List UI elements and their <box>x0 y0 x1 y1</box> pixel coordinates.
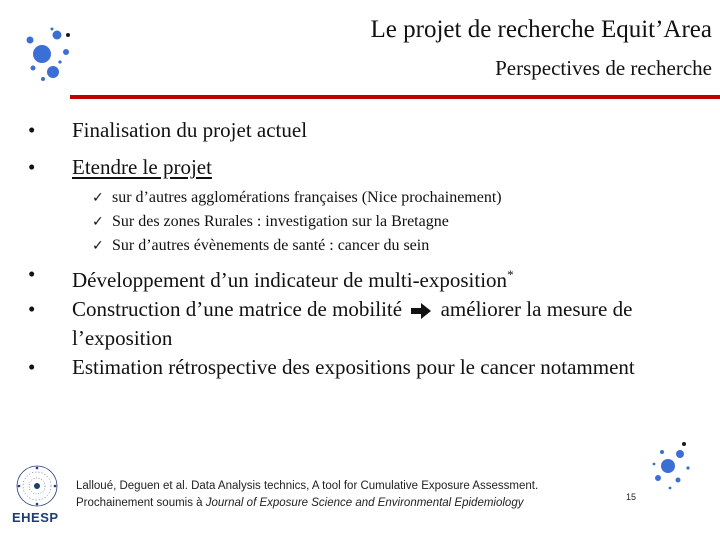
slide-subtitle: Perspectives de recherche <box>495 56 712 80</box>
sub-bullet-item <box>72 210 708 234</box>
decorative-dots-icon <box>20 24 80 88</box>
right-arrow-icon <box>411 303 431 319</box>
check-icon: ✓ <box>92 238 104 254</box>
bullet-text-before: Construction d’une matrice de mobilité <box>72 297 403 321</box>
sub-bullet-item <box>72 186 708 210</box>
reference-line-1: Lalloué, Deguen et al. Data Analysis technics, A tool for Cumulative Exposure Assessment. <box>76 480 539 492</box>
bullet-text: Etendre le projet <box>72 155 212 179</box>
bullet-item <box>28 116 708 145</box>
bullet-item <box>28 295 708 353</box>
reference-prefix: Prochainement soumis à <box>76 497 206 509</box>
ehesp-logo-text: EHESP <box>12 510 59 525</box>
decorative-dots-icon <box>648 440 704 510</box>
reference-note <box>76 478 538 512</box>
bullet-item <box>28 353 708 382</box>
bullet-item <box>28 153 708 258</box>
sub-bullet-text: Sur des zones Rurales : investigation sur la Bretagne <box>112 213 449 230</box>
title-divider <box>70 95 720 99</box>
journal-name: Journal of Exposure Science and Environmental Epidemiology <box>205 497 524 509</box>
reference-line-2 <box>76 495 538 512</box>
check-icon: ✓ <box>92 214 104 230</box>
slide-title: Le projet de recherche Equit’Area <box>370 16 712 43</box>
bullet-text-after: améliorer la mesure de l’exposition <box>72 297 633 350</box>
sub-bullet-text: Sur d’autres évènements de santé : cancer du sein <box>112 237 430 254</box>
sub-bullet-list <box>72 186 708 258</box>
bullet-text: Développement d’un indicateur de multi-exposition <box>72 268 508 292</box>
sub-bullet-text: sur d’autres agglomérations françaises (Nice prochainement) <box>112 189 502 206</box>
bullet-text: Estimation rétrospective des expositions pour le cancer notamment <box>72 355 635 379</box>
bullet-list <box>28 116 708 382</box>
page-number: 15 <box>626 492 637 502</box>
sub-bullet-item <box>72 234 708 258</box>
bullet-text: Finalisation du projet actuel <box>72 118 308 142</box>
bullet-item <box>28 260 708 295</box>
check-icon: ✓ <box>92 190 104 206</box>
asterisk-marker: * <box>507 267 514 282</box>
